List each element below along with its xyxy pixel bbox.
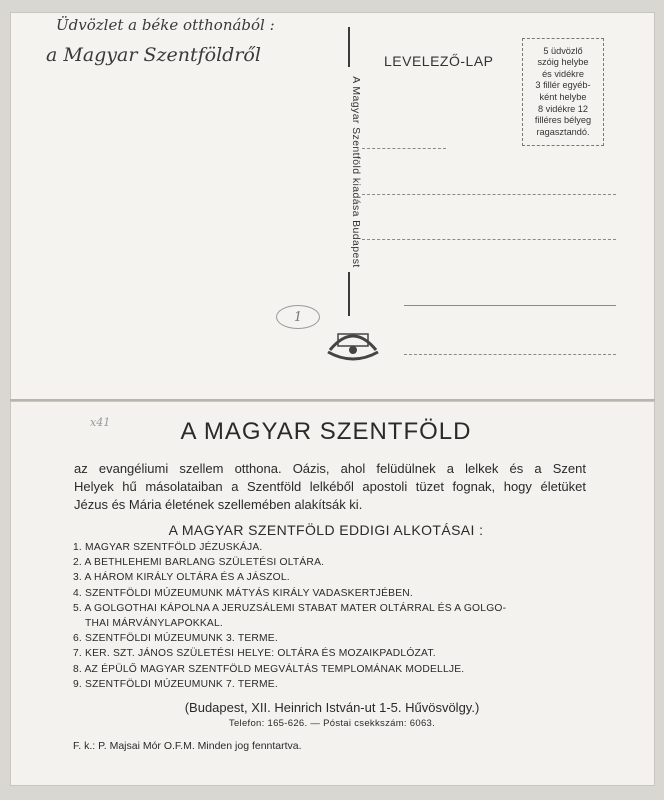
- stamp-note-line: szóig helybe: [537, 57, 589, 68]
- list-item: 4. SZENTFÖLDI MÚZEUMUNK MÁTYÁS KIRÁLY VADASKERTJÉBEN.: [73, 587, 413, 599]
- intro-paragraph: [74, 460, 586, 514]
- list-item: 7. KER. SZT. JÁNOS SZÜLETÉSI HELYE: OLTÁRA ÉS MOZAIKPADLÓZAT.: [73, 648, 436, 660]
- stamp-note-line: 3 fillér egyéb-: [535, 80, 591, 91]
- intro-line: az evangéliumi szellem otthona. Oázis, ahol felüdülnek a lelkek és a Szent: [74, 461, 586, 476]
- publisher-vertical-text: A Magyar Szentföld kiadása Budapest: [350, 76, 362, 268]
- works-heading: A MAGYAR SZENTFÖLD EDDIGI ALKOTÁSAI :: [168, 522, 484, 538]
- phone-text: Telefon: 165-626. — Póstai csekkszám: 6063.: [228, 718, 436, 729]
- stamp-note-line: ként helybe: [539, 92, 587, 102]
- footer-text: F. k.: P. Majsai Mór O.F.M. Minden jog fenntartva.: [73, 740, 302, 752]
- intro-line: Jézus és Mária életének szellemében alakítsák ki.: [74, 497, 363, 512]
- address-line: [362, 194, 616, 195]
- intro-line: Helyek hű másolataiban a Szentföld lelkéből apostoli tüzet fognak, hogy életüket: [74, 479, 586, 494]
- center-divider-top: [348, 27, 350, 67]
- pencil-note: x41: [90, 416, 111, 429]
- address-line: [362, 239, 616, 240]
- stamp-note-line: 5 üdvözlő: [543, 45, 583, 56]
- stamp-note-line: ragasztandó.: [536, 126, 590, 137]
- pencil-circled-number: [276, 305, 320, 329]
- address-line: [404, 354, 616, 355]
- greeting-line-2: a Magyar Szentföldről: [46, 44, 261, 66]
- stamp-note-line: 8 vidékre 12: [537, 103, 589, 114]
- center-divider-bottom: [348, 272, 350, 316]
- list-item: THAI MÁRVÁNYLAPOKKAL.: [73, 618, 223, 630]
- stamp-box: [522, 38, 604, 146]
- address-line: [362, 148, 446, 149]
- greeting-line-1: Üdvözlet a béke otthonából :: [56, 16, 275, 34]
- list-item: 2. A BETHLEHEMI BARLANG SZÜLETÉSI OLTÁRA.: [73, 557, 325, 569]
- info-title: A MAGYAR SZENTFÖLD: [180, 418, 472, 445]
- address-line: [404, 305, 616, 306]
- pencil-number: 1: [293, 309, 303, 325]
- publisher-seal-icon: [322, 320, 384, 364]
- card-type-label: LEVELEZŐ-LAP: [384, 53, 494, 69]
- list-item: 8. AZ ÉPÜLŐ MAGYAR SZENTFÖLD MEGVÁLTÁS TEMPLOMÁNAK MODELLJE.: [73, 663, 465, 675]
- stamp-note-line: filléres bélyeg: [534, 115, 592, 126]
- list-item: 1. MAGYAR SZENTFÖLD JÉZUSKÁJA.: [73, 542, 263, 553]
- address-text: (Budapest, XII. Heinrich István-ut 1-5. Hűvösvölgy.): [184, 700, 480, 715]
- list-item: 9. SZENTFÖLDI MÚZEUMUNK 7. TERME.: [73, 678, 278, 690]
- list-item: 5. A GOLGOTHAI KÁPOLNA A JERUZSÁLEMI STABAT MATER OLTÁRRAL ÉS A GOLGO-: [73, 602, 507, 614]
- list-item: 3. A HÁROM KIRÁLY OLTÁRA ÉS A JÁSZOL.: [73, 572, 290, 584]
- works-list: [73, 540, 506, 692]
- list-item: 6. SZENTFÖLDI MÚZEUMUNK 3. TERME.: [73, 633, 278, 645]
- stamp-note-line: és vidékre: [542, 68, 584, 79]
